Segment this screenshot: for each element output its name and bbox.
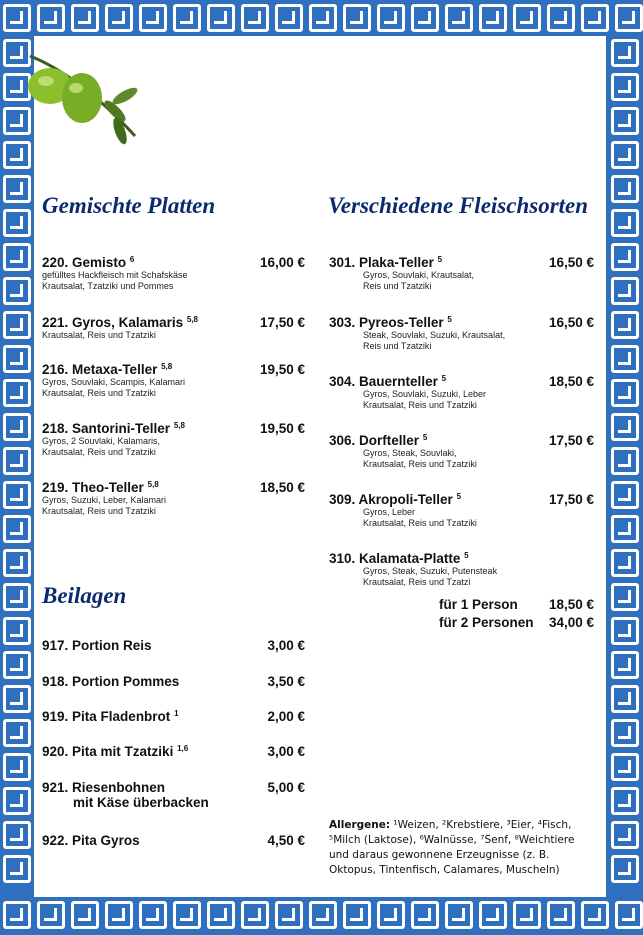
section-title-meat: Verschiedene Fleischsorten (328, 193, 589, 218)
menu-item-title: Kalamata-Platte (359, 551, 461, 566)
greek-key-tile (611, 73, 639, 101)
menu-item (42, 674, 179, 689)
menu-item-number: 220. (42, 255, 69, 270)
menu-item-price: 19,50 € (259, 421, 305, 436)
menu-item-price: 2,00 € (267, 709, 305, 724)
menu-item (329, 551, 497, 588)
menu-item-desc: Gyros, Souvlaki, Scampis, Kalamari (42, 377, 186, 387)
menu-item-desc: Gyros, Steak, Souvlaki, (363, 448, 457, 458)
greek-key-tile (479, 4, 507, 32)
allergen-sup: 5,8 (173, 421, 185, 430)
allergen-sup: 5,8 (161, 362, 173, 371)
menu-item-price: 16,50 € (548, 315, 594, 330)
greek-key-tile (611, 107, 639, 135)
menu-item-name (42, 480, 166, 495)
allergen-sup: 5 (422, 433, 428, 442)
menu-item-price: 16,00 € (259, 255, 305, 270)
menu-item (42, 744, 188, 759)
menu-item (329, 492, 477, 529)
allergen-label: Allergene: (329, 819, 391, 831)
greek-key-tile (513, 4, 541, 32)
greek-key-tile (3, 685, 31, 713)
menu-item-desc: Gyros, Steak, Suzuki, Putensteak (363, 566, 498, 576)
persons-2-label: für 2 Personen (439, 615, 534, 630)
greek-key-tile (3, 447, 31, 475)
olive-branch-icon (20, 36, 140, 146)
menu-item-title: Metaxa-Teller (72, 362, 158, 377)
menu-item-price: 17,50 € (548, 433, 594, 448)
menu-item-number: 918. (42, 674, 69, 689)
allergen-sup: 5,8 (147, 480, 159, 489)
menu-item-desc: Krautsalat, Reis und Tzatziki (42, 330, 156, 340)
menu-item-name (42, 638, 152, 653)
menu-item-price: 19,50 € (259, 362, 305, 377)
menu-item-title: Bauernteller (359, 374, 438, 389)
menu-item-title: Riesenbohnen (72, 780, 166, 795)
menu-item-number: 303. (329, 315, 356, 330)
greek-key-tile (615, 901, 643, 929)
persons-1-price: 18,50 € (548, 597, 594, 612)
allergen-sup: 5 (441, 374, 447, 383)
allergen-note (329, 818, 594, 878)
greek-key-tile (3, 651, 31, 679)
section-title-sides: Beilagen (42, 583, 127, 608)
allergen-sup: 5 (456, 492, 462, 501)
greek-key-tile (3, 719, 31, 747)
greek-key-tile (611, 855, 639, 883)
menu-item-number: 917. (42, 638, 69, 653)
menu-item-number: 219. (42, 480, 69, 495)
greek-key-tile (611, 345, 639, 373)
greek-key-tile (3, 821, 31, 849)
greek-key-tile (3, 617, 31, 645)
allergen-sup: 6 (129, 255, 135, 264)
greek-key-tile (611, 515, 639, 543)
allergen-sup: 1,6 (177, 744, 189, 753)
greek-key-tile (71, 4, 99, 32)
menu-item-name (329, 551, 497, 566)
menu-item-name (42, 709, 179, 724)
menu-item (42, 255, 188, 292)
greek-key-tile (71, 901, 99, 929)
greek-key-tile (3, 311, 31, 339)
menu-item-desc: Gyros, Leber (363, 507, 416, 517)
menu-item-price: 18,50 € (259, 480, 305, 495)
greek-key-tile (377, 4, 405, 32)
menu-item-title-line2: mit Käse überbacken (73, 795, 209, 810)
greek-key-tile (611, 243, 639, 271)
greek-key-tile (241, 901, 269, 929)
greek-key-tile (309, 4, 337, 32)
greek-key-tile (611, 413, 639, 441)
greek-key-tile (611, 787, 639, 815)
menu-item-price: 4,50 € (267, 833, 305, 848)
greek-key-tile (3, 901, 31, 929)
greek-key-tile (139, 4, 167, 32)
menu-item (42, 833, 140, 848)
menu-item-desc: Krautsalat, Reis und Tzatziki (42, 447, 156, 457)
persons-2-price: 34,00 € (548, 615, 594, 630)
greek-key-tile (611, 209, 639, 237)
menu-item-title: Pita Fladenbrot (72, 709, 171, 724)
menu-item-desc: Gyros, Suzuki, Leber, Kalamari (42, 495, 167, 505)
menu-item-desc: Reis und Tzatziki (363, 341, 432, 351)
greek-key-tile (377, 901, 405, 929)
greek-key-tile (105, 901, 133, 929)
menu-item-title: Plaka-Teller (359, 255, 434, 270)
menu-item (42, 421, 185, 458)
greek-key-tile (3, 515, 31, 543)
greek-key-tile (3, 345, 31, 373)
greek-key-tile (411, 901, 439, 929)
greek-key-tile (343, 4, 371, 32)
menu-item-name (329, 315, 505, 330)
menu-item-title: Dorfteller (359, 433, 420, 448)
greek-key-tile (105, 4, 133, 32)
greek-key-tile (611, 821, 639, 849)
greek-key-tile (275, 901, 303, 929)
menu-item-price: 17,50 € (259, 315, 305, 330)
menu-item-desc: Gyros, 2 Souvlaki, Kalamaris, (42, 436, 161, 446)
greek-key-tile (37, 4, 65, 32)
greek-key-tile (309, 901, 337, 929)
menu-item-title: Theo-Teller (72, 480, 144, 495)
greek-key-tile (611, 583, 639, 611)
greek-key-tile (3, 583, 31, 611)
menu-item-number: 218. (42, 421, 69, 436)
menu-item (329, 255, 474, 292)
menu-item-name (42, 421, 185, 436)
menu-item-desc: Gyros, Souvlaki, Suzuki, Leber (363, 389, 487, 399)
allergen-sup: 5,8 (186, 315, 198, 324)
menu-item-price: 16,50 € (548, 255, 594, 270)
menu-item-price: 5,00 € (267, 780, 305, 795)
menu-item-name (329, 374, 486, 389)
menu-item-title: Pita Gyros (72, 833, 140, 848)
greek-key-tile (3, 855, 31, 883)
greek-key-tile (611, 753, 639, 781)
menu-item-desc: Krautsalat, Reis und Tzatziki (363, 518, 477, 528)
greek-key-tile (611, 719, 639, 747)
menu-item-desc: gefülltes Hackfleisch mit Schafskäse (42, 270, 188, 280)
menu-item-title: Akropoli-Teller (358, 492, 453, 507)
menu-item-desc: Gyros, Souvlaki, Krautsalat, (363, 270, 475, 280)
menu-item-desc: Krautsalat, Reis und Tzatziki (42, 506, 156, 516)
menu-item (329, 433, 477, 470)
greek-key-tile (3, 549, 31, 577)
menu-item-number: 306. (329, 433, 356, 448)
greek-key-tile (173, 4, 201, 32)
greek-key-tile (611, 277, 639, 305)
allergen-sup: 5 (464, 551, 469, 560)
menu-item-price: 18,50 € (548, 374, 594, 389)
menu-item-price: 3,00 € (267, 638, 305, 653)
greek-key-tile (611, 617, 639, 645)
menu-item-number: 920. (42, 744, 69, 759)
menu-item (42, 709, 179, 724)
menu-item-name (329, 492, 477, 507)
greek-key-tile (445, 901, 473, 929)
greek-key-tile (207, 901, 235, 929)
greek-key-tile (241, 4, 269, 32)
menu-item-name (42, 833, 140, 848)
greek-key-tile (479, 901, 507, 929)
menu-item-name (42, 780, 209, 795)
greek-key-tile (581, 4, 609, 32)
menu-item (42, 315, 198, 341)
greek-key-tile (207, 4, 235, 32)
menu-item-name (42, 674, 179, 689)
menu-item (42, 362, 185, 399)
greek-key-tile (513, 901, 541, 929)
menu-item-title: Portion Pommes (72, 674, 180, 689)
menu-item-price: 3,50 € (267, 674, 305, 689)
greek-key-tile (411, 4, 439, 32)
greek-key-tile (611, 447, 639, 475)
greek-key-tile (275, 4, 303, 32)
menu-item-number: 919. (42, 709, 69, 724)
greek-key-tile (611, 311, 639, 339)
menu-item-title: Portion Reis (72, 638, 152, 653)
menu-item-number: 309. (329, 492, 356, 507)
menu-item-number: 301. (329, 255, 356, 270)
menu-item-number: 921. (42, 780, 69, 795)
menu-item-title: Gemisto (72, 255, 127, 270)
menu-item-number: 304. (329, 374, 356, 389)
menu-item-name (42, 362, 185, 377)
menu-item-number: 922. (42, 833, 69, 848)
menu-item-title: Santorini-Teller (72, 421, 171, 436)
greek-key-tile (581, 901, 609, 929)
menu-item-desc: Krautsalat, Tzatziki und Pommes (42, 281, 174, 291)
greek-key-tile (343, 901, 371, 929)
greek-key-tile (611, 481, 639, 509)
greek-key-tile (611, 549, 639, 577)
menu-item-price: 17,50 € (548, 492, 594, 507)
menu-item-title: Pita mit Tzatziki (72, 744, 174, 759)
greek-key-tile (611, 685, 639, 713)
greek-key-tile (3, 379, 31, 407)
greek-key-tile (611, 141, 639, 169)
greek-key-tile (173, 901, 201, 929)
allergen-sup: 5 (447, 315, 452, 324)
greek-key-tile (611, 39, 639, 67)
section-title-mixed: Gemischte Platten (42, 193, 216, 218)
menu-item (42, 780, 209, 810)
greek-key-tile (547, 4, 575, 32)
menu-item-title: Pyreos-Teller (359, 315, 444, 330)
menu-item-desc: Steak, Souvlaki, Suzuki, Krautsalat, (363, 330, 506, 340)
greek-key-tile (139, 901, 167, 929)
menu-item (329, 315, 505, 352)
menu-item-name (329, 255, 474, 270)
allergen-text: ¹Weizen, ²Krebstiere, ³Eier, ⁴Fisch, ⁵Milch (Laktose), ⁶Walnüsse, ⁷Senf, ⁸Weichtiere und daraus gewonnene Erzeugnisse (z. B. Oktopus, Tintenfisch, Calamares, Muscheln) (329, 819, 575, 876)
border-bottom (0, 897, 643, 935)
menu-item-desc: Krautsalat, Reis und Tzatziki (42, 388, 156, 398)
greek-key-tile (37, 901, 65, 929)
menu-item-number: 216. (42, 362, 69, 377)
greek-key-tile (3, 481, 31, 509)
greek-key-tile (547, 901, 575, 929)
menu-item-title: Gyros, Kalamaris (72, 315, 184, 330)
menu-item-name (42, 315, 198, 330)
menu-item-desc: Krautsalat, Reis und Tzatzi (363, 577, 471, 587)
greek-key-tile (3, 175, 31, 203)
allergen-sup: 1 (174, 709, 179, 718)
menu-item (329, 374, 486, 411)
border-left (0, 36, 34, 897)
greek-key-tile (3, 787, 31, 815)
greek-key-tile (611, 379, 639, 407)
greek-key-tile (3, 413, 31, 441)
border-top (0, 0, 643, 36)
menu-item-number: 310. (329, 551, 356, 566)
menu-item (42, 638, 152, 653)
greek-key-tile (3, 209, 31, 237)
greek-key-tile (611, 651, 639, 679)
greek-key-tile (3, 243, 31, 271)
menu-item-desc: Krautsalat, Reis und Tzatziki (363, 400, 477, 410)
border-right (606, 36, 643, 897)
greek-key-tile (3, 4, 31, 32)
greek-key-tile (615, 4, 643, 32)
menu-item-name (42, 744, 188, 759)
persons-1-label: für 1 Person (439, 597, 518, 612)
allergen-sup: 5 (437, 255, 443, 264)
menu-item-desc: Krautsalat, Reis und Tzatziki (363, 459, 477, 469)
greek-key-tile (3, 277, 31, 305)
greek-key-tile (3, 753, 31, 781)
menu-item-desc: Reis und Tzatziki (363, 281, 432, 291)
greek-key-tile (445, 4, 473, 32)
menu-item (42, 480, 166, 517)
menu-item-number: 221. (42, 315, 69, 330)
menu-item-name (42, 255, 188, 270)
menu-item-price: 3,00 € (267, 744, 305, 759)
menu-item-name (329, 433, 477, 448)
greek-key-tile (611, 175, 639, 203)
